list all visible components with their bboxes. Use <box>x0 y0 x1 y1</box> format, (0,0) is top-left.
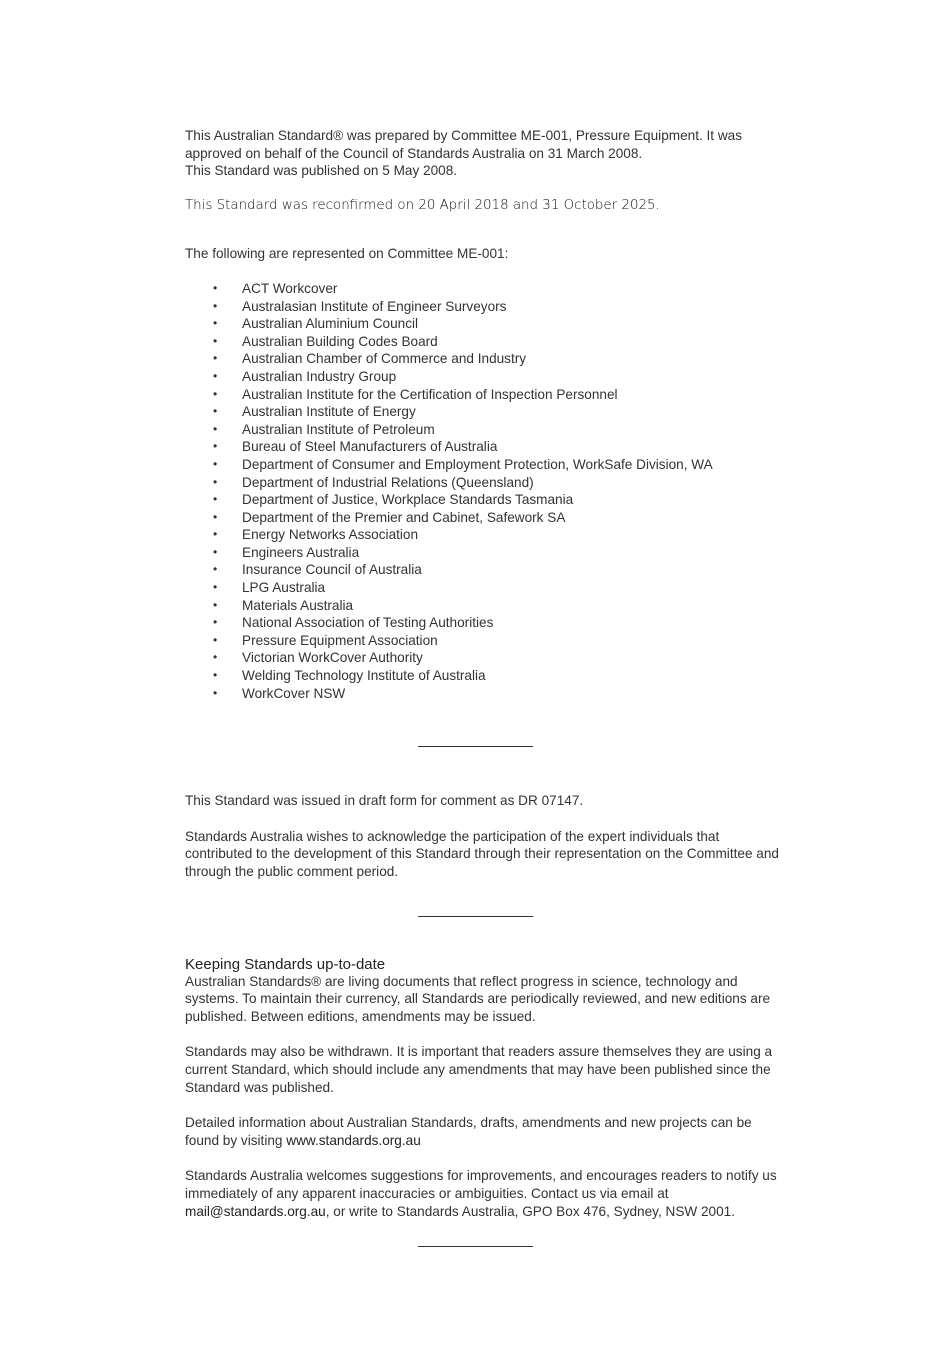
bullet-icon: • <box>213 351 218 366</box>
section-divider <box>418 916 533 917</box>
committee-member-item <box>185 526 785 544</box>
bullet-icon: • <box>213 439 218 454</box>
keeping-para-4-text-2: , or write to Standards Australia, GPO Box 476, Sydney, NSW 2001. <box>325 1203 736 1219</box>
bullet-icon: • <box>213 597 218 612</box>
committee-member-name: Bureau of Steel Manufacturers of Australia <box>242 439 498 455</box>
committee-member-item <box>185 438 785 456</box>
committee-member-item <box>185 350 785 368</box>
bullet-icon: • <box>213 316 218 331</box>
committee-member-item <box>185 614 785 632</box>
committee-member-list <box>185 280 785 702</box>
draft-note: This Standard was issued in draft form for comment as DR 07147. <box>185 793 584 809</box>
committee-member-item <box>185 561 785 579</box>
committee-member-name: Australian Chamber of Commerce and Industry <box>242 351 527 367</box>
committee-member-name: Engineers Australia <box>242 544 360 560</box>
committee-member-item <box>185 649 785 667</box>
keeping-standards-heading: Keeping Standards up-to-date <box>185 955 386 973</box>
document-page <box>185 127 785 1247</box>
committee-member-item <box>185 509 785 527</box>
standards-website-link[interactable]: www.standards.org.au <box>286 1132 421 1148</box>
committee-member-name: Insurance Council of Australia <box>242 562 422 578</box>
committee-member-name: WorkCover NSW <box>242 685 346 701</box>
committee-member-name: Welding Technology Institute of Australia <box>242 668 486 684</box>
committee-intro: The following are represented on Committee ME-001: <box>185 246 509 262</box>
committee-member-name: Australian Building Codes Board <box>242 333 438 349</box>
bullet-icon: • <box>213 632 218 647</box>
committee-member-item <box>185 632 785 650</box>
committee-member-item <box>185 403 785 421</box>
committee-member-item <box>185 315 785 333</box>
committee-member-item <box>185 280 785 298</box>
bullet-icon: • <box>213 333 218 348</box>
bullet-icon: • <box>213 615 218 630</box>
committee-member-name: Energy Networks Association <box>242 527 419 543</box>
committee-member-item <box>185 667 785 685</box>
keeping-para-3 <box>185 1114 785 1149</box>
keeping-para-4 <box>185 1167 785 1220</box>
committee-member-name: Australasian Institute of Engineer Surveyors <box>242 298 507 314</box>
committee-member-item <box>185 368 785 386</box>
committee-member-item <box>185 298 785 316</box>
committee-member-name: ACT Workcover <box>242 280 338 296</box>
bullet-icon: • <box>213 650 218 665</box>
intro-line-2: This Standard was published on 5 May 2008. <box>185 163 458 179</box>
keeping-para-3-text: Detailed information about Australian Standards, drafts, amendments and new projects can be found by visiting <box>185 1115 752 1148</box>
bullet-icon: • <box>213 474 218 489</box>
bullet-icon: • <box>213 421 218 436</box>
bullet-icon: • <box>213 685 218 700</box>
bullet-icon: • <box>213 668 218 683</box>
bullet-icon: • <box>213 280 218 295</box>
bullet-icon: • <box>213 456 218 471</box>
committee-member-item <box>185 597 785 615</box>
section-divider <box>418 746 533 747</box>
committee-member-name: Materials Australia <box>242 597 354 613</box>
intro-approval-text <box>185 127 785 180</box>
intro-line-1: This Australian Standard® was prepared by Committee ME-001, Pressure Equipment. It was approved on behalf of the Council of Standards Australia on 31 March 2008. <box>185 128 743 161</box>
keeping-para-4-text-1: Standards Australia welcomes suggestions for improvements, and encourages readers to notify us immediately of any apparent inaccuracies or ambiguities. Contact us via email at <box>185 1168 777 1201</box>
bullet-icon: • <box>213 527 218 542</box>
committee-member-item <box>185 474 785 492</box>
keeping-para-1: Australian Standards® are living documents that reflect progress in science, technology and systems. To maintain their currency, all Standards are periodically reviewed, and new editions are published. Between editions, amendments may be issued. <box>185 973 771 1024</box>
bullet-icon: • <box>213 492 218 507</box>
committee-member-item <box>185 386 785 404</box>
committee-member-name: LPG Australia <box>242 580 326 596</box>
bullet-icon: • <box>213 562 218 577</box>
bullet-icon: • <box>213 404 218 419</box>
committee-member-name: Australian Institute of Energy <box>242 404 416 420</box>
committee-member-name: Australian Institute for the Certification of Inspection Personnel <box>242 386 618 402</box>
committee-member-item <box>185 579 785 597</box>
committee-member-name: Victorian WorkCover Authority <box>242 650 423 666</box>
keeping-para-2: Standards may also be withdrawn. It is important that readers assure themselves they are using a current Standard, which should include any amendments that may have been published since the Standard was published. <box>185 1044 773 1095</box>
committee-member-item <box>185 456 785 474</box>
committee-member-name: Department of Industrial Relations (Queensland) <box>242 474 534 490</box>
committee-member-item <box>185 421 785 439</box>
committee-member-name: Australian Industry Group <box>242 368 397 384</box>
section-divider <box>418 1246 533 1247</box>
bullet-icon: • <box>213 580 218 595</box>
committee-member-item <box>185 685 785 703</box>
reconfirmation-text: This Standard was reconfirmed on 20 April 2018 and 31 October 2025. <box>185 197 660 213</box>
bullet-icon: • <box>213 298 218 313</box>
committee-member-name: National Association of Testing Authorities <box>242 615 494 631</box>
bullet-icon: • <box>213 386 218 401</box>
committee-member-name: Department of the Premier and Cabinet, Safework SA <box>242 509 566 525</box>
committee-member-name: Pressure Equipment Association <box>242 632 438 648</box>
committee-member-item <box>185 491 785 509</box>
committee-member-name: Australian Aluminium Council <box>242 316 419 332</box>
bullet-icon: • <box>213 509 218 524</box>
committee-member-name: Department of Consumer and Employment Protection, WorkSafe Division, WA <box>242 456 713 472</box>
committee-member-item <box>185 544 785 562</box>
bullet-icon: • <box>213 544 218 559</box>
acknowledgement-text: Standards Australia wishes to acknowledge the participation of the expert individuals that contributed to the development of this Standard through their representation on the Committee and through the public comment period. <box>185 828 779 879</box>
bullet-icon: • <box>213 368 218 383</box>
committee-member-name: Department of Justice, Workplace Standards Tasmania <box>242 492 574 508</box>
committee-member-item <box>185 333 785 351</box>
committee-member-name: Australian Institute of Petroleum <box>242 421 435 437</box>
contact-email-link[interactable]: mail@standards.org.au <box>185 1203 326 1219</box>
